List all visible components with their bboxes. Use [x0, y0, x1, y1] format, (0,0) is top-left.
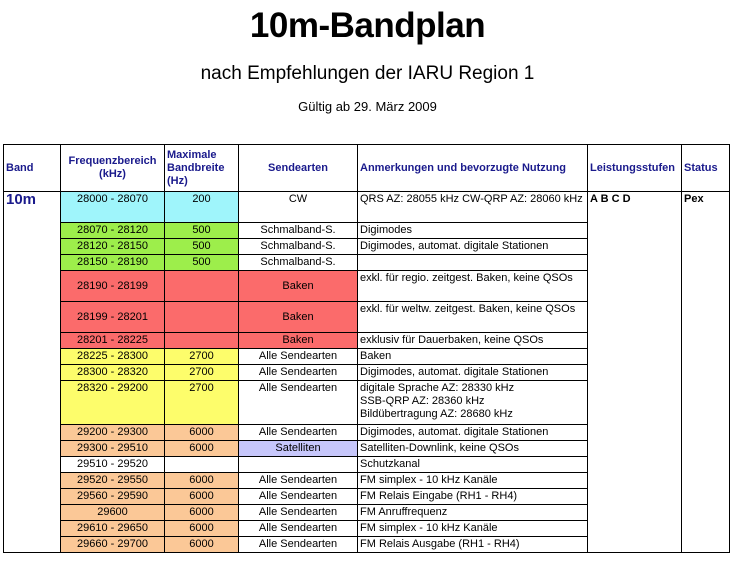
bandwidth-cell: [165, 271, 239, 302]
freq-cell: 29300 - 29510: [61, 441, 165, 457]
mode-cell: Baken: [239, 302, 358, 333]
col-header-frequency: Frequenzbereich (kHz): [61, 145, 165, 192]
notes-cell: Schutzkanal: [358, 457, 588, 473]
freq-cell: 28225 - 28300: [61, 349, 165, 365]
notes-cell: Digimodes, automat. digitale Stationen: [358, 365, 588, 381]
bandwidth-cell: 6000: [165, 521, 239, 537]
bandplan-table: [3, 144, 730, 553]
mode-cell: Satelliten: [239, 441, 358, 457]
mode-cell: Alle Sendearten: [239, 349, 358, 365]
notes-cell: Digimodes, automat. digitale Stationen: [358, 239, 588, 255]
notes-cell: exkl. für weltw. zeitgest. Baken, keine QSOs: [358, 302, 588, 333]
col-header-status: Status: [682, 145, 730, 192]
freq-cell: 29660 - 29700: [61, 537, 165, 553]
table-row: [4, 192, 730, 223]
mode-cell: Schmalband-S.: [239, 255, 358, 271]
freq-cell: 29600: [61, 505, 165, 521]
mode-cell: CW: [239, 192, 358, 223]
freq-cell: 28070 - 28120: [61, 223, 165, 239]
freq-cell: 29610 - 29650: [61, 521, 165, 537]
bandwidth-cell: 6000: [165, 473, 239, 489]
notes-cell: Digimodes, automat. digitale Stationen: [358, 425, 588, 441]
notes-line: SSB-QRP AZ: 28360 kHz: [360, 395, 485, 407]
freq-cell: 28320 - 29200: [61, 381, 165, 425]
notes-line: digitale Sprache AZ: 28330 kHz: [360, 382, 515, 394]
bandwidth-cell: [165, 302, 239, 333]
bandwidth-cell: 6000: [165, 505, 239, 521]
notes-cell: exkl. für regio. zeitgest. Baken, keine QSOs: [358, 271, 588, 302]
freq-cell: 28190 - 28199: [61, 271, 165, 302]
freq-cell: 28300 - 28320: [61, 365, 165, 381]
bandwidth-cell: 6000: [165, 537, 239, 553]
bandwidth-cell: 6000: [165, 425, 239, 441]
mode-cell: Schmalband-S.: [239, 239, 358, 255]
notes-line: Bildübertragung AZ: 28680 kHz: [360, 408, 513, 420]
notes-cell: [358, 255, 588, 271]
freq-cell: 28201 - 28225: [61, 333, 165, 349]
col-header-band: Band: [4, 145, 61, 192]
notes-cell: exklusiv für Dauerbaken, keine QSOs: [358, 333, 588, 349]
bandwidth-cell: 500: [165, 223, 239, 239]
freq-cell: 29520 - 29550: [61, 473, 165, 489]
mode-cell: Alle Sendearten: [239, 365, 358, 381]
freq-cell: 28150 - 28190: [61, 255, 165, 271]
status-cell: Pex: [682, 192, 730, 553]
notes-cell: FM Anruffrequenz: [358, 505, 588, 521]
bandwidth-cell: 2700: [165, 349, 239, 365]
table-header-row: [4, 145, 730, 192]
col-header-notes: Anmerkungen und bevorzugte Nutzung: [358, 145, 588, 192]
bandwidth-cell: [165, 333, 239, 349]
notes-cell: Digimodes: [358, 223, 588, 239]
page-header: [0, 0, 735, 115]
band-cell: 10m: [4, 192, 61, 553]
mode-cell: Alle Sendearten: [239, 537, 358, 553]
mode-cell: Alle Sendearten: [239, 381, 358, 425]
freq-cell: 29510 - 29520: [61, 457, 165, 473]
freq-cell: 28199 - 28201: [61, 302, 165, 333]
notes-cell: FM Relais Ausgabe (RH1 - RH4): [358, 537, 588, 553]
notes-cell: FM simplex - 10 kHz Kanäle: [358, 521, 588, 537]
mode-cell: Schmalband-S.: [239, 223, 358, 239]
bandwidth-cell: 200: [165, 192, 239, 223]
mode-cell: Baken: [239, 271, 358, 302]
mode-cell: Alle Sendearten: [239, 425, 358, 441]
notes-cell: [358, 381, 588, 425]
page-title: 10m-Bandplan: [249, 6, 486, 45]
mode-cell: Baken: [239, 333, 358, 349]
power-cell: A B C D: [588, 192, 682, 553]
notes-cell: QRS AZ: 28055 kHz CW-QRP AZ: 28060 kHz: [358, 192, 588, 223]
mode-cell: Alle Sendearten: [239, 521, 358, 537]
notes-cell: Baken: [358, 349, 588, 365]
col-header-modes: Sendearten: [239, 145, 358, 192]
col-header-bandwidth: Maximale Bandbreite (Hz): [165, 145, 239, 192]
mode-cell: Alle Sendearten: [239, 505, 358, 521]
mode-cell: Alle Sendearten: [239, 489, 358, 505]
validity-date: Gültig ab 29. März 2009: [298, 99, 437, 114]
bandwidth-cell: 2700: [165, 365, 239, 381]
bandwidth-cell: 500: [165, 255, 239, 271]
mode-cell: [239, 457, 358, 473]
freq-cell: 29560 - 29590: [61, 489, 165, 505]
bandwidth-cell: [165, 457, 239, 473]
bandwidth-cell: 6000: [165, 441, 239, 457]
mode-cell: Alle Sendearten: [239, 473, 358, 489]
notes-cell: FM Relais Eingabe (RH1 - RH4): [358, 489, 588, 505]
bandwidth-cell: 2700: [165, 381, 239, 425]
col-header-power: Leistungsstufen: [588, 145, 682, 192]
notes-cell: FM simplex - 10 kHz Kanäle: [358, 473, 588, 489]
freq-cell: 28120 - 28150: [61, 239, 165, 255]
freq-cell: 28000 - 28070: [61, 192, 165, 223]
freq-cell: 29200 - 29300: [61, 425, 165, 441]
page-subtitle: nach Empfehlungen der IARU Region 1: [200, 63, 535, 84]
notes-cell: Satelliten-Downlink, keine QSOs: [358, 441, 588, 457]
bandwidth-cell: 6000: [165, 489, 239, 505]
bandwidth-cell: 500: [165, 239, 239, 255]
